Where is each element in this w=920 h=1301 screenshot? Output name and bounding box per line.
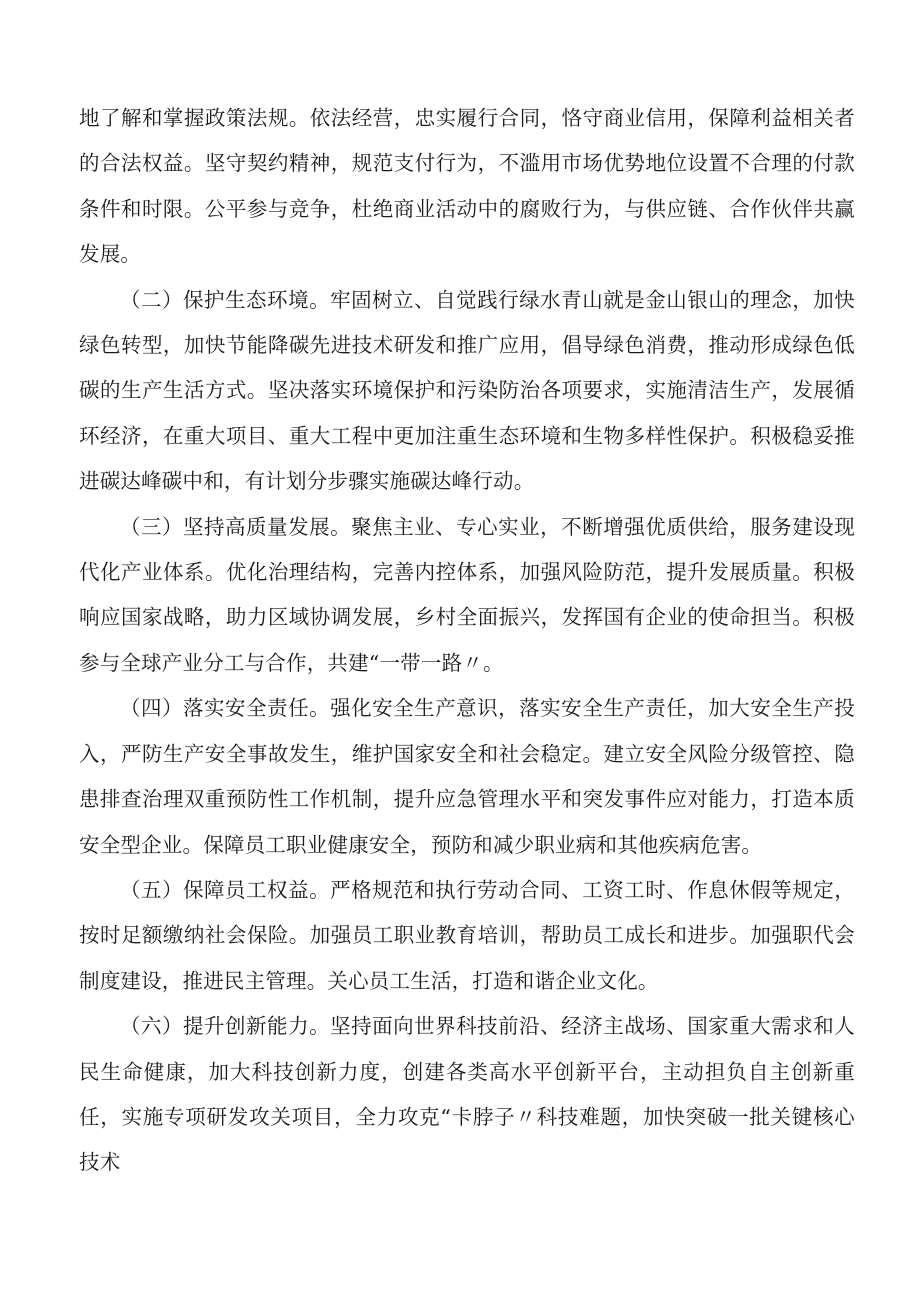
paragraph-safety: （四）落实安全责任。强化安全生产意识，落实安全生产责任，加大安全生产投入，严防生产安全事故发生，维护国家安全和社会稳定。建立安全风险分级管控、隐患排查治理双重预防性工作机制，提升应急管理水平和突发事件应对能力，打造本质安全型企业。保障员工职业健康安全，预防和减少职业病和其他疾病危害。 <box>79 696 855 857</box>
paragraph-continuation: 地了解和掌握政策法规。依法经营，忠实履行合同，恪守商业信用，保障利益相关者的合法权益。坚守契约精神，规范支付行为，不滥用市场优势地位设置不合理的付款条件和时限。公平参与竞争，杜绝商业活动中的腐败行为，与供应链、合作伙伴共赢发展。 <box>79 106 855 267</box>
document-body <box>79 96 855 1186</box>
paragraph-innovation: （六）提升创新能力。坚持面向世界科技前沿、经济主战场、国家重大需求和人民生命健康，加大科技创新力度，创建各类高水平创新平台，主动担负自主创新重任，实施专项研发攻关项目，全力攻克“卡脖子〃科技难题，加快突破一批关键核心技术 <box>79 1014 855 1175</box>
paragraph-ecology: （二）保护生态环境。牢固树立、自觉践行绿水青山就是金山银山的理念，加快绿色转型，加快节能降碳先进技术研发和推广应用，倡导绿色消费，推动形成绿色低碳的生产生活方式。坚决落实环境保护和污染防治各项要求，实施清洁生产，发展循环经济，在重大项目、重大工程中更加注重生态环境和生物多样性保护。积极稳妥推进碳达峰碳中和，有计划分步骤实施碳达峰行动。 <box>79 287 855 494</box>
paragraph-employee-rights: （五）保障员工权益。严格规范和执行劳动合同、工资工时、作息休假等规定，按时足额缴纳社会保险。加强员工职业教育培训，帮助员工成长和进步。加强职代会制度建设，推进民主管理。关心员工生活，打造和谐企业文化。 <box>79 877 855 993</box>
paragraph-quality-development: （三）坚持高质量发展。聚焦主业、专心实业，不断增强优质供给，服务建设现代化产业体系。优化治理结构，完善内控体系，加强风险防范，提升发展质量。积极响应国家战略，助力区域协调发展，乡村全面振兴，发挥国有企业的使命担当。积极参与全球产业分工与合作，共建“一带一路〃。 <box>79 514 855 675</box>
